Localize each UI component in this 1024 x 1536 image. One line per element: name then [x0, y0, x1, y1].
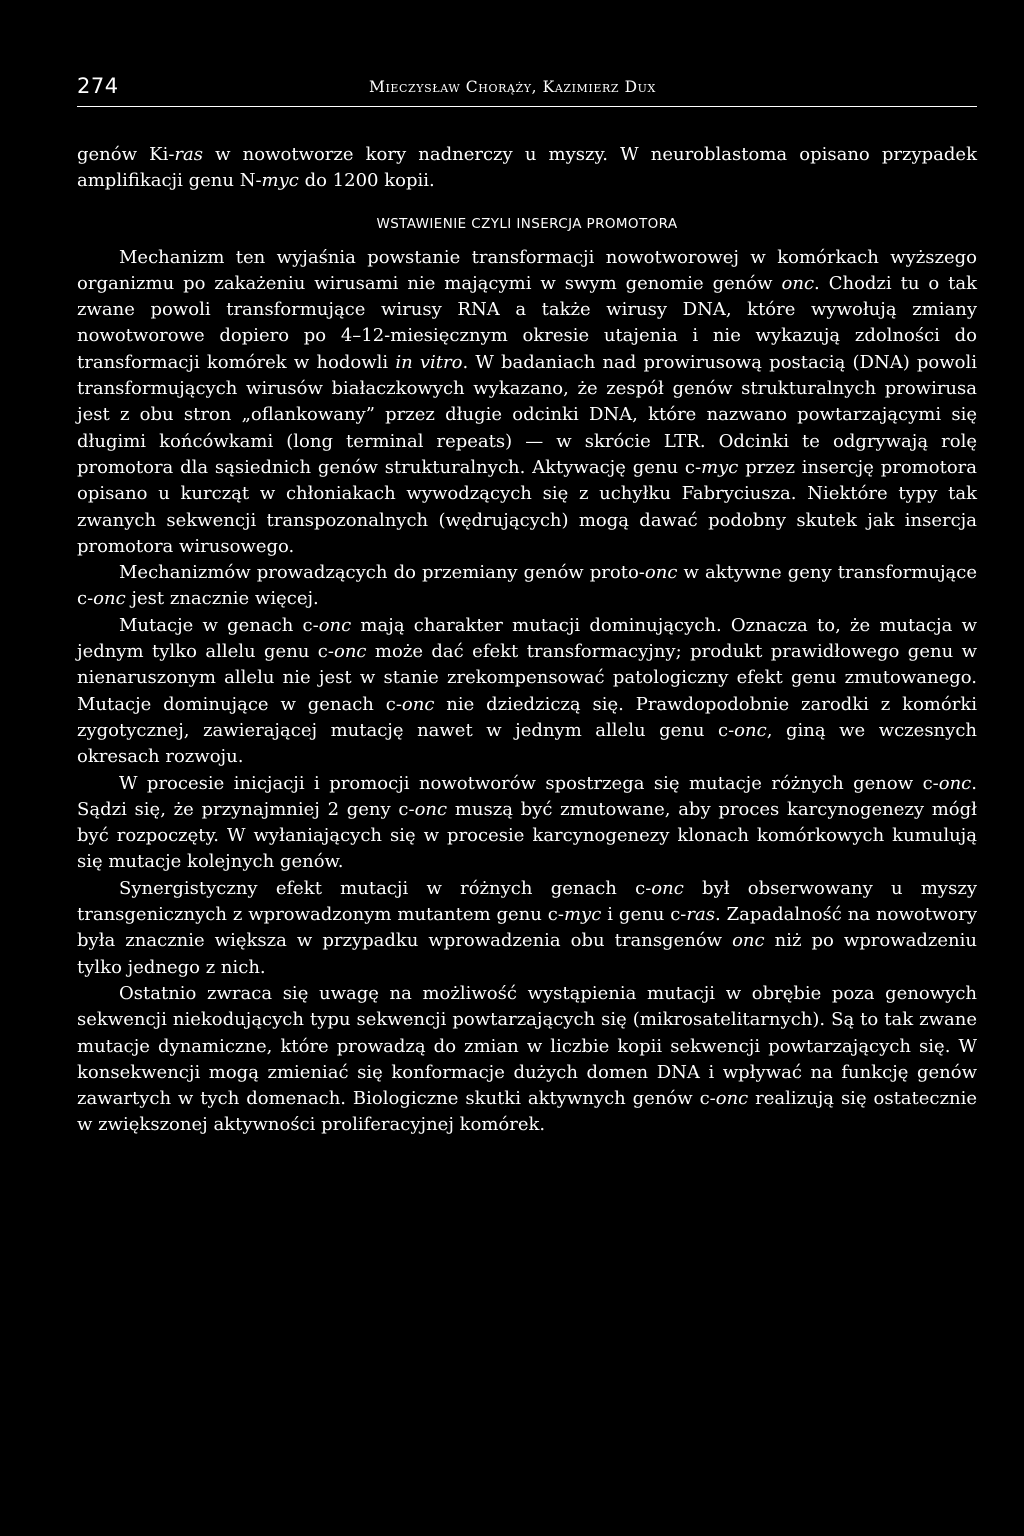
running-head-authors: Mieczysław Chorąży, Kazimierz Dux: [369, 78, 656, 96]
paragraph-mechanisms: Mechanizmów prowadzących do przemiany genów proto-onc w aktywne geny transformujące c-onc jest znacznie więcej.: [77, 562, 977, 610]
paragraph-continuation: genów Ki-ras w nowotworze kory nadnerczy u myszy. W neuroblastoma opisano przypadek amplifikacji genu N-myc do 1200 kopii.: [77, 144, 977, 192]
paragraph-promoter-insertion: Mechanizm ten wyjaśnia powstanie transformacji nowotworowej w komórkach wyższego organizmu po zakażeniu wirusami nie mającymi w swym genomie genów onc. Chodzi tu o tak zwane powoli transformujące wirusy RNA a także wirusy DNA, które wywołują zmiany nowotworowe dopiero po 4–12-miesięcznym okresie utajenia i nie wykazują zdolności do transformacji komórek w hodowli in vitro. W badaniach nad prowirusową postacią (DNA) powoli transformujących wirusów białaczkowych wykazano, że zespół genów strukturalnych prowirusa jest z obu stron „oflankowany” przez długie odcinki DNA, które nazwano powtarzającymi się długimi końcówkami (long terminal repeats) — w skrócie LTR. Odcinki te odgrywają rolę promotora dla sąsiednich genów strukturalnych. Aktywację genu c-myc przez insercję promotora opisano u kurcząt w chłoniakach wywodzących się z uchyłku Fabryciusza. Niektóre typy tak zwanych sekwencji transpozonalnych (wędrujących) mogą dawać podobny skutek jak insercja promotora wirusowego.: [77, 246, 977, 557]
running-header: [77, 72, 977, 107]
page-number: 274: [77, 74, 119, 98]
paragraph-initiation-promotion: W procesie inicjacji i promocji nowotworów spostrzega się mutacje różnych genow c-onc. Sądzi się, że przynajmniej 2 geny c-onc muszą być zmutowane, aby proces karcynogenezy mógł być rozpoczęty. W wyłaniających się w procesie karcynogenezy klonach komórkowych kumulują się mutacje kolejnych genów.: [77, 772, 978, 873]
paragraph-dynamic-mutations: Ostatnio zwraca się uwagę na możliwość wystąpienia mutacji w obrębie poza genowych sekwencji niekodujących typu sekwencji powtarzających się (mikrosatelitarnych). Są to tak zwane mutacje dynamiczne, które prowadzą do zmian w liczbie kopii sekwencji powtarzających się. W konsekwencji mogą zmieniać się konformacje dużych domen DNA i wpływać na funkcję genów zawartych w tych domenach. Biologiczne skutki aktywnych genów c-onc realizują się ostatecznie w zwiększonej aktywności proliferacyjnej komórek.: [77, 982, 977, 1136]
body-text: [77, 142, 977, 1139]
paragraph-dominant-mutations: Mutacje w genach c-onc mają charakter mutacji dominujących. Oznacza to, że mutacja w jednym tylko allelu genu c-onc może dać efekt transformacyjny; produkt prawidłowego genu w nienaruszonym allelu nie jest w stanie zrekompensować patologiczny efekt genu zmutowanego. Mutacje dominujące w genach c-onc nie dziedziczą się. Prawdopodobnie zarodki z komórki zygotycznej, zawierającej mutację nawet w jednym allelu genu c-onc, giną we wczesnych okresach rozwoju.: [77, 614, 977, 768]
paragraph-synergy: Synergistyczny efekt mutacji w różnych genach c-onc był obserwowany u myszy transgenicznych z wprowadzonym mutantem genu c-myc i genu c-ras. Zapadalność na nowotwory była znacznie większa w przypadku wprowadzenia obu transgenów onc niż po wprowadzeniu tylko jednego z nich.: [77, 877, 977, 978]
section-heading: WSTAWIENIE CZYLI INSERCJA PROMOTORA: [376, 215, 678, 232]
